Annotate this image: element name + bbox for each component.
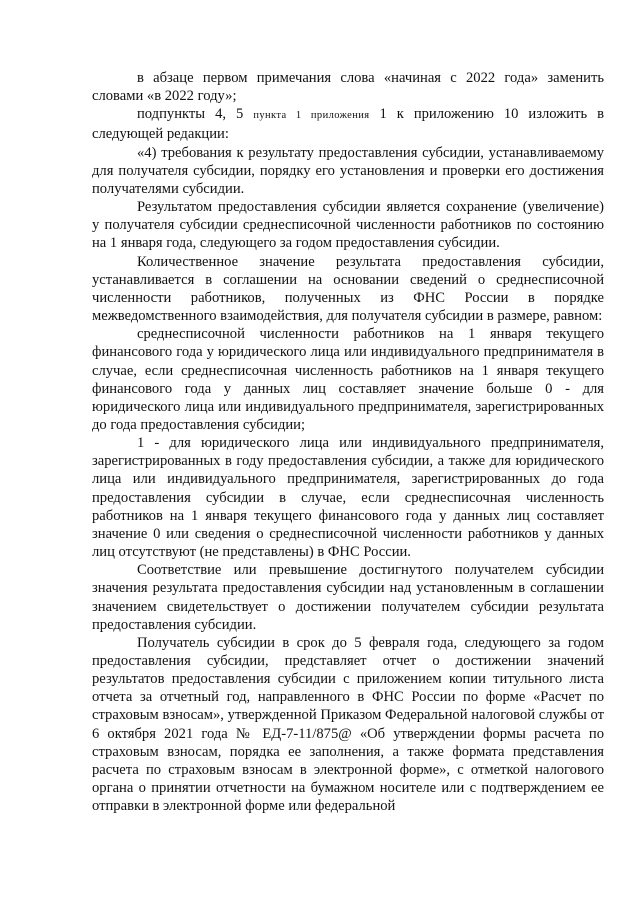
paragraph-subitems-small: пункта 1 приложения xyxy=(253,110,370,122)
paragraph-subitems-start: подпункты 4, 5 xyxy=(137,106,254,123)
paragraph-subitems xyxy=(92,105,604,143)
document-page xyxy=(92,69,604,815)
paragraph-report: Получатель субсидии в срок до 5 февраля года, следующего за годом предоставления субсидии, представляет отчет о достижении значений результатов предоставления субсидии с приложением копии титульного листа отчета за отчетный год, направленного в ФНС России по форме «Расчет по страховым взносам», утвержденной Приказом Федеральной налоговой службы от 6 октября 2021 года № ЕД-7-11/875@ «Об утверждении формы расчета по страховым взносам, порядка ее заполнения, а также формата представления расчета по страховым взносам в электронной форме», с отметкой налогового органа о принятии отчетности на бумажном носителе или с подтверждением ее отправки в электронной форме или федеральной xyxy=(92,634,604,815)
paragraph-subitems-end: 1 к приложению 10 изложить в следующей редакции: xyxy=(92,106,604,143)
paragraph-result-definition: Результатом предоставления субсидии является сохранение (увеличение) у получателя субсидии среднесписочной численности работников по состоянию на 1 января года, следующего за годом предоставления субсидии. xyxy=(92,199,604,252)
paragraph-quantitative-value: Количественное значение результата предоставления субсидии, устанавливается в соглашении на основании сведений о среднесписочной численности работников, полученных из ФНС России в порядке межведомственного взаимодействия, для получателя субсидии в размере, равном: xyxy=(92,253,604,325)
paragraph-achievement: Соответствие или превышение достигнутого получателем субсидии значения результата предоставления субсидии над установленным в соглашении значением свидетельствует о достижении получателем субсидии результата предоставления субсидии. xyxy=(92,562,604,633)
paragraph-value-one: 1 - для юридического лица или индивидуального предпринимателя, зарегистрированных в году предоставления субсидии, а также для юридического лица или индивидуального предпринимателя, зарегистрированных до года предоставления субсидии в случае, если среднесписочная численность работников на 1 января текущего финансового года у данных лиц составляет значение 0 или сведения о среднесписочной численности работников у данных лиц отсутствуют (не представлены) в ФНС России. xyxy=(92,435,604,561)
paragraph-average-headcount: среднесписочной численности работников на 1 января текущего финансового года у юридического лица или индивидуального предпринимателя в случае, если среднесписочная численность работников на 1 января текущего финансового года у данных лиц составляет значение больше 0 - для юридического лица или индивидуального предпринимателя, зарегистрированных до года предоставления субсидии; xyxy=(92,326,604,433)
paragraph-note-amendment: в абзаце первом примечания слова «начиная с 2022 года» заменить словами «в 2022 году»; xyxy=(92,70,604,105)
paragraph-requirement-4: «4) требования к результату предоставления субсидии, устанавливаемому для получателя субсидии, порядку его установления и проверки его достижения получателями субсидии. xyxy=(92,144,604,197)
